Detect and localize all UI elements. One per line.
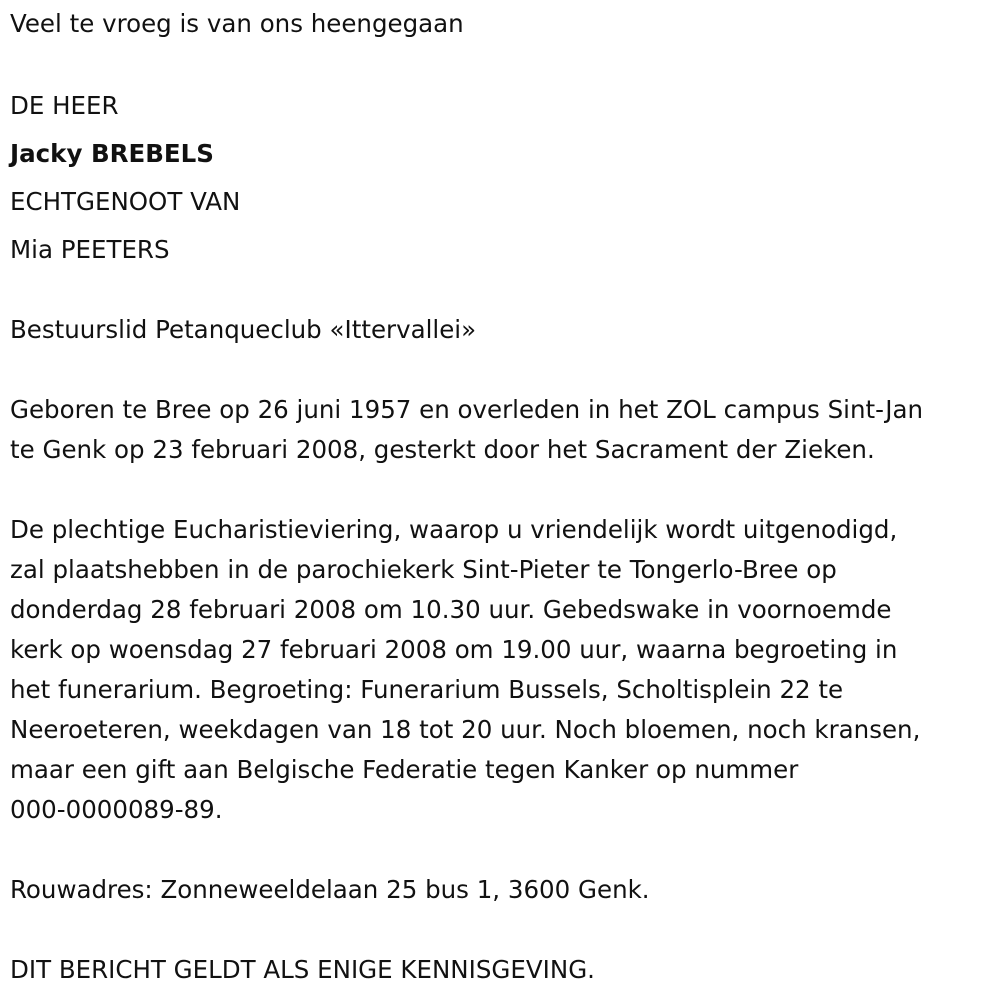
ceremony-line: 000-0000089-89.: [10, 795, 223, 824]
ceremony-paragraph: [10, 510, 995, 830]
ceremony-line: De plechtige Eucharistieviering, waarop u vriendelijk wordt uitgenodigd,: [10, 515, 898, 544]
role-line: Bestuurslid Petanqueclub «Ittervallei»: [10, 315, 477, 344]
birth-death-line: Geboren te Bree op 26 juni 1957 en overleden in het ZOL campus Sint-Jan: [10, 395, 924, 424]
address-line: Rouwadres: Zonneweeldelaan 25 bus 1, 3600 Genk.: [10, 875, 650, 904]
closing-line: DIT BERICHT GELDT ALS ENIGE KENNISGEVING.: [10, 955, 595, 984]
ceremony-line: het funerarium. Begroeting: Funerarium Bussels, Scholtisplein 22 te: [10, 675, 844, 704]
intro-line: Veel te vroeg is van ons heengegaan: [10, 9, 464, 38]
title-prefix: DE HEER: [10, 91, 119, 120]
birth-death-paragraph: [10, 390, 995, 470]
ceremony-line: kerk op woensdag 27 februari 2008 om 19.00 uur, waarna begroeting in: [10, 635, 898, 664]
ceremony-line: donderdag 28 februari 2008 om 10.30 uur. Gebedswake in voornoemde: [10, 595, 892, 624]
ceremony-line: zal plaatshebben in de parochiekerk Sint-Pieter te Tongerlo-Bree op: [10, 555, 837, 584]
birth-death-line: te Genk op 23 februari 2008, gesterkt door het Sacrament der Zieken.: [10, 435, 875, 464]
relation-line: ECHTGENOOT VAN: [10, 187, 241, 216]
spouse-name: Mia PEETERS: [10, 235, 170, 264]
deceased-name: Jacky BREBELS: [10, 139, 214, 168]
ceremony-line: maar een gift aan Belgische Federatie tegen Kanker op nummer: [10, 755, 799, 784]
ceremony-line: Neeroeteren, weekdagen van 18 tot 20 uur. Noch bloemen, noch kransen,: [10, 715, 921, 744]
